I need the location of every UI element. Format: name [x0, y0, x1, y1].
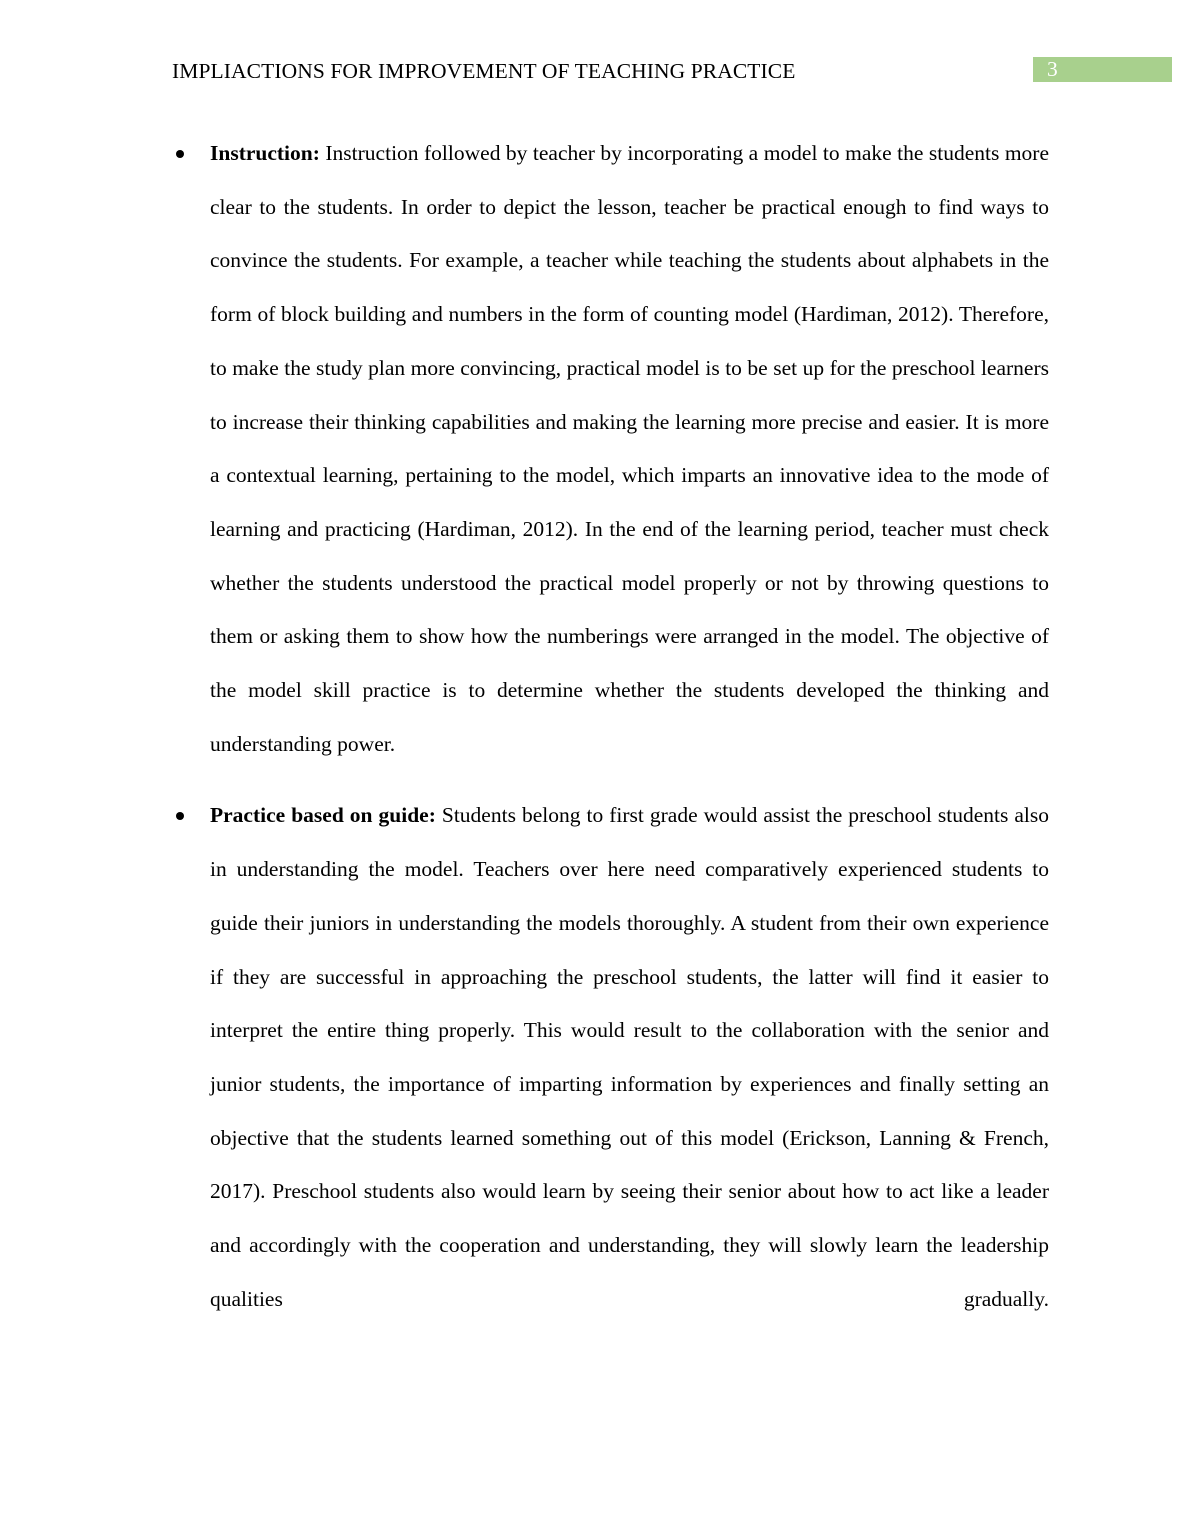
bullet-text: Students belong to first grade would assist the preschool students also in understanding the model. Teachers over here need comparatively experienced students to guide their juniors in understanding the models thoroughly. A student from their own experience if they are successful in approaching the preschool students, the latter will find it easier to interpret the entire thing properly. This would result to the collaboration with the senior and junior students, the importance of imparting information by experiences and finally setting an objective that the students learned something out of this model (Erickson, Lanning & French, 2017). Preschool students also would learn by seeing their senior about how to act like a leader and accordingly with the cooperation and understanding, they will slowly learn the leadership qualities gradually. — [210, 803, 1049, 1311]
bullet-item-practice-based-on-guide — [210, 789, 1049, 1326]
running-header-title: IMPLIACTIONS FOR IMPROVEMENT OF TEACHING PRACTICE — [172, 59, 796, 83]
bullet-dot-icon — [176, 150, 184, 158]
bullet-term: Practice based on guide: — [210, 803, 436, 828]
bullet-dot-icon — [176, 812, 184, 820]
bullet-term: Instruction: — [210, 141, 320, 165]
page-number-badge — [1033, 57, 1172, 82]
document-body — [210, 127, 1049, 1326]
bullet-text: Instruction followed by teacher by incorporating a model to make the students more clear to the students. In order to depict the lesson, teacher be practical enough to find ways to convince the students. For example, a teacher while teaching the students about alphabets in the form of block building and numbers in the form of counting model (Hardiman, 2012). Therefore, to make the study plan more convincing, practical model is to be set up for the preschool learners to increase their thinking capabilities and making the learning more precise and easier. It is more a contextual learning, pertaining to the model, which imparts an innovative idea to the mode of learning and practicing (Hardiman, 2012). In the end of the learning period, teacher must check whether the students understood the practical model properly or not by throwing questions to them or asking them to show how the numberings were arranged in the model. The objective of the model skill practice is to determine whether the students developed the thinking and understanding power. — [210, 141, 1050, 756]
bullet-item-instruction — [210, 127, 1049, 771]
page-number: 3 — [1047, 57, 1058, 81]
